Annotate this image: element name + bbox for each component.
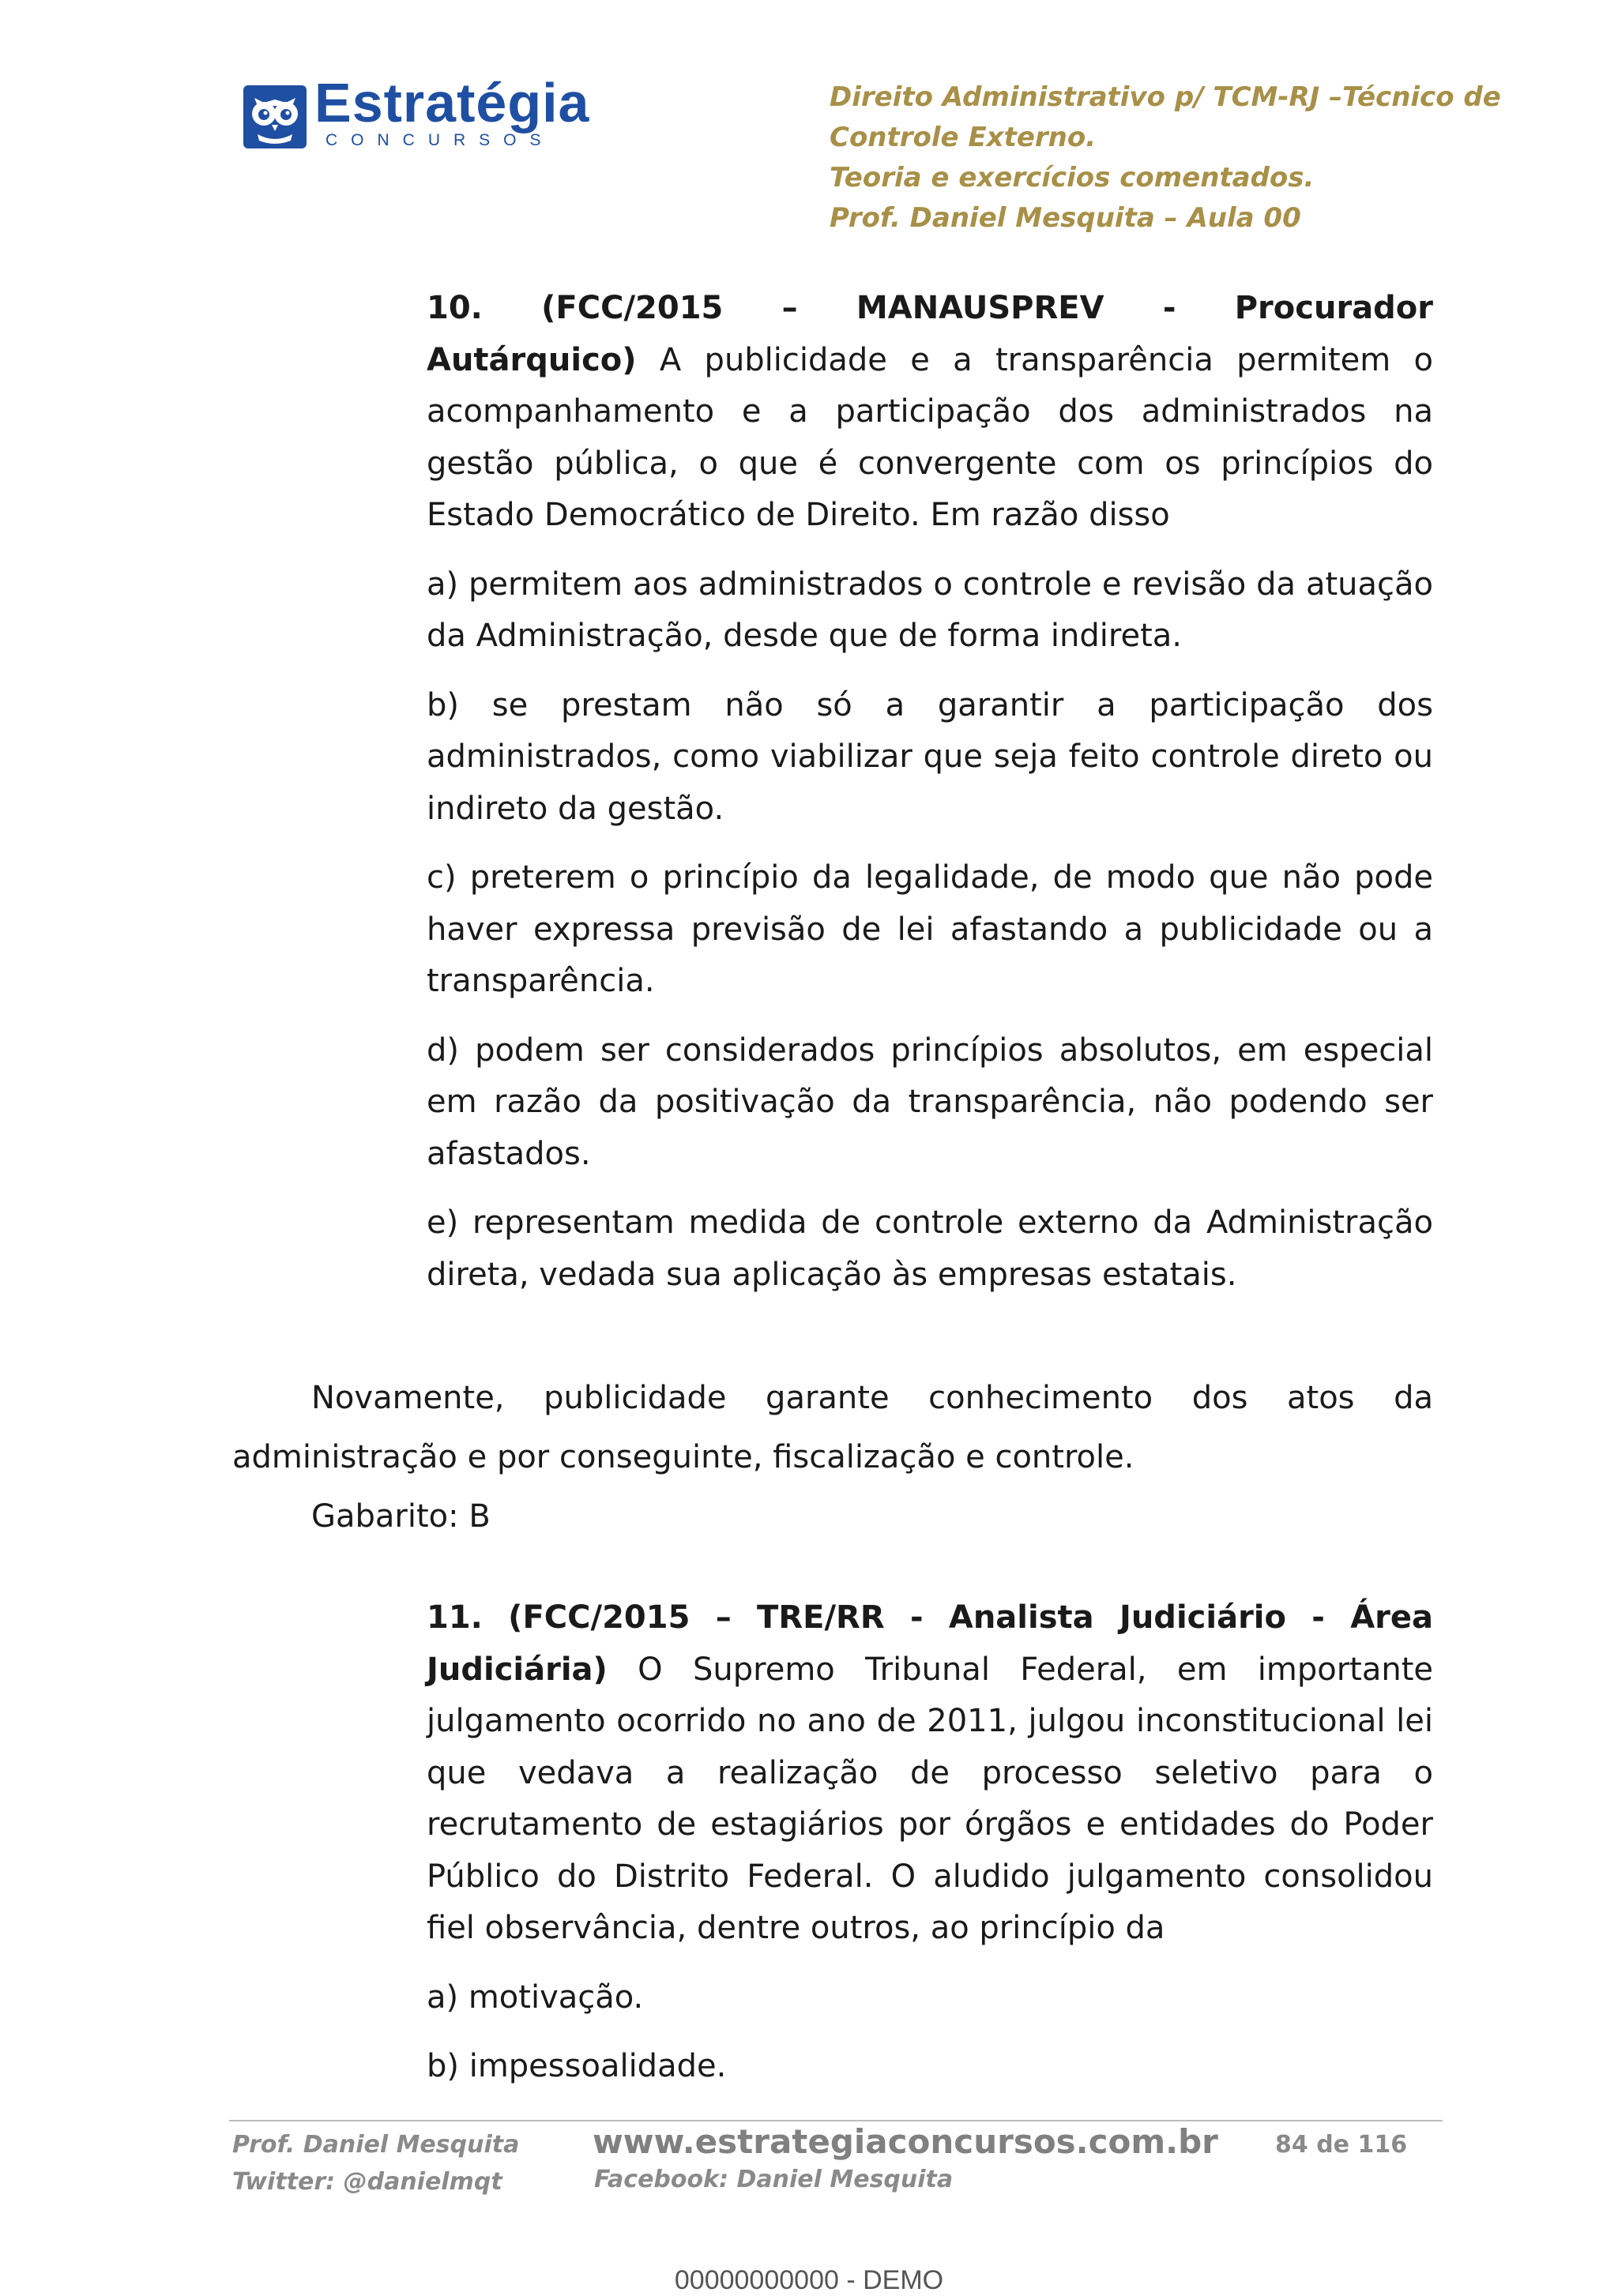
answer-key: Gabarito: B xyxy=(311,1498,491,1535)
footer-site-block xyxy=(593,2120,1218,2196)
page-number: 84 de 116 xyxy=(1275,2131,1408,2159)
demo-watermark: 00000000000 - DEMO xyxy=(674,2265,944,2295)
course-header xyxy=(830,77,1501,239)
comment-text: Novamente, publicidade garante conhecimento dos atos da administração e por conseguinte, fiscalização e controle. xyxy=(232,1380,1433,1475)
course-title-line: Direito Administrativo p/ TCM-RJ –Técnico de xyxy=(830,81,1501,113)
logo-wordmark: Estratégia xyxy=(314,72,590,133)
question-10-option-e: e) representam medida de controle externo da Administração direta, vedada sua aplicação às empresas estatais. xyxy=(427,1204,1433,1293)
question-11-stem: Judiciária) O Supremo Tribunal Federal, em importante julgamento ocorrido no ano de 2011, julgou inconstitucional lei que vedava a realização de processo seletivo para o recrutamento de estagiários por órgãos e entidades do Poder Público do Distrito Federal. O aludido julgamento consolidou fiel observância, dentre outros, ao princípio da xyxy=(427,1651,1433,1946)
question-10-option-b: b) se prestam não só a garantir a participação dos administrados, como viabilizar que seja feito controle direto ou indireto da gestão. xyxy=(427,686,1433,827)
question-10-option-a: a) permitem aos administrados o controle e revisão da atuação da Administração, desde que de forma indireta. xyxy=(427,566,1433,654)
question-11-option-a: a) motivação. xyxy=(427,1978,644,2016)
logo-subtitle: CONCURSOS xyxy=(325,131,555,149)
question-11-header: 11. (FCC/2015 – TRE/RR - Analista Judiciário - Área xyxy=(427,1599,1433,1636)
question-10-stem: Autárquico) A publicidade e a transparência permitem o acompanhamento e a participação dos administrados na gestão pública, o que é convergente com os princípios do Estado Democrático de Direito. Em razão disso xyxy=(427,341,1433,533)
footer-facebook: Facebook: Daniel Mesquita xyxy=(594,2166,954,2193)
owl-logo-icon xyxy=(243,85,307,148)
question-11-option-b: b) impessoalidade. xyxy=(427,2048,727,2084)
footer-twitter: Twitter: @danielmqt xyxy=(232,2168,502,2196)
question-10-option-d: d) podem ser considerados princípios absolutos, em especial em razão da positivação da transparência, não podendo ser afastados. xyxy=(427,1032,1433,1172)
question-10 xyxy=(427,283,1433,1301)
estrategia-logo xyxy=(243,72,607,155)
footer-author-block xyxy=(232,2126,519,2200)
footer-website-link[interactable]: www.estrategiaconcursos.com.br xyxy=(593,2122,1218,2161)
question-10-header: 10. (FCC/2015 – MANAUSPREV - Procurador xyxy=(427,290,1433,326)
course-subtitle-line: Teoria e exercícios comentados. xyxy=(830,162,1315,194)
question-10-option-c: c) preterem o princípio da legalidade, de modo que não pode haver expressa previsão de lei afastando a publicidade ou a transparência. xyxy=(427,859,1433,999)
question-11 xyxy=(427,1592,1433,2093)
professor-lesson-line: Prof. Daniel Mesquita – Aula 00 xyxy=(830,202,1301,234)
footer-author: Prof. Daniel Mesquita xyxy=(232,2131,520,2159)
course-title-line: Controle Externo. xyxy=(830,122,1097,153)
answer-comment xyxy=(232,1369,1433,1546)
